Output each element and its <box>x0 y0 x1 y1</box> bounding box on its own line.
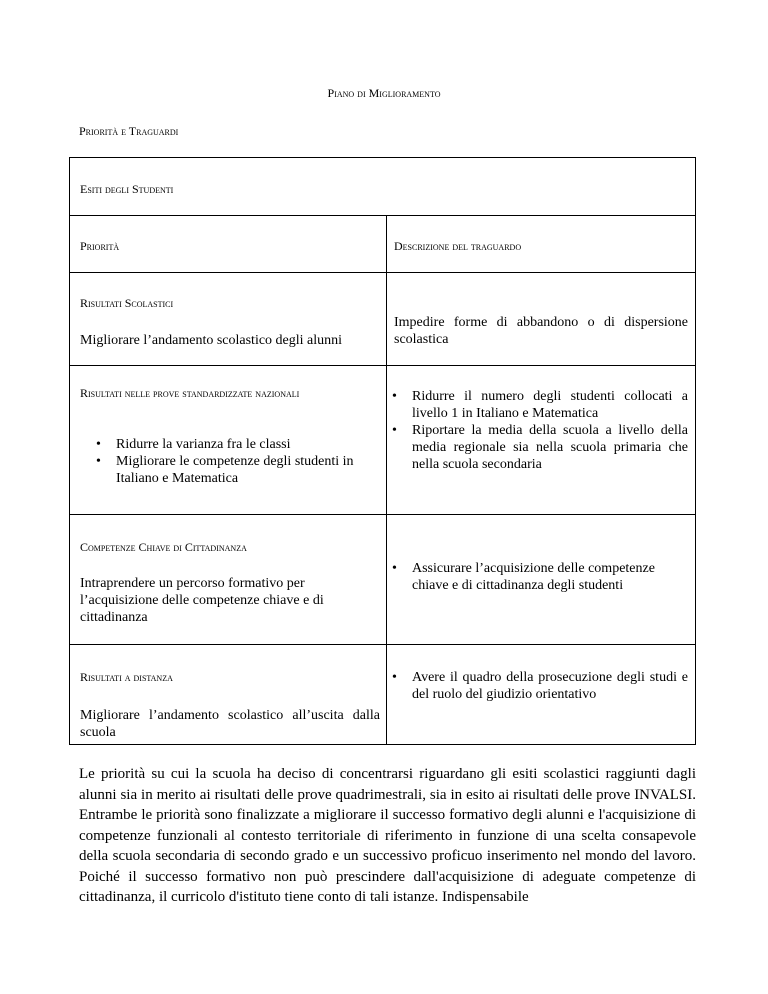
table-header: Esiti degli Studenti <box>80 182 174 196</box>
list-item: • Migliorare le competenze degli studenti in Italiano e Matematica <box>94 453 380 487</box>
table-divider <box>70 644 695 645</box>
table-divider <box>70 272 695 273</box>
list-item: • Ridurre la varianza fra le classi <box>94 436 380 453</box>
list-item: • Assicurare l’acquisizione delle competenze chiave e di cittadinanza degli studenti <box>390 560 688 594</box>
column-header-priority: Priorità <box>80 239 120 253</box>
row-description: Impedire forme di abbandono o di dispersione scolastica <box>394 315 688 347</box>
row-title: Risultati Scolastici <box>80 296 174 310</box>
row-title: Risultati a distanza <box>80 670 173 684</box>
table-divider <box>70 215 695 216</box>
description-list <box>390 669 688 703</box>
row-priority-text: Intraprendere un percorso formativo per l’acquisizione delle competenze chiave e di cittadinanza <box>80 576 324 625</box>
body-paragraph: Le priorità su cui la scuola ha deciso di concentrarsi riguardano gli esiti scolastici raggiunti dagli alunni sia in merito ai risultati delle prove quadrimestrali, sia in esito ai risultati delle prove INVALSI. Entrambe le priorità sono finalizzate a migliorare il successo formativo degli alunni e l'acquisizione di competenze funzionali al contesto territoriale di riferimento in funzione di una scelta consapevole della scuola secondaria di secondo grado e un successivo proficuo inserimento nel mondo del lavoro. Poiché il successo formativo non può prescindere dall'acquisizione di adeguate competenze di cittadinanza, il curricolo d'istituto tiene conto di tali istanze. Indispensabile <box>79 766 696 905</box>
table-column-divider <box>386 215 387 744</box>
table-divider <box>70 514 695 515</box>
row-priority-text: Migliorare l’andamento scolastico degli alunni <box>80 333 343 348</box>
row-title: Risultati nelle prove standardizzate nazionali <box>80 386 300 400</box>
list-item: • Avere il quadro della prosecuzione degli studi e del ruolo del giudizio orientativo <box>390 669 688 703</box>
list-item: • Ridurre il numero degli studenti collocati a livello 1 in Italiano e Matematica <box>390 388 688 422</box>
description-list <box>390 388 688 473</box>
description-list <box>390 560 688 594</box>
priority-list <box>94 436 380 487</box>
list-item: • Riportare la media della scuola a livello della media regionale sia nella scuola primaria che nella scuola secondaria <box>390 422 688 473</box>
row-title: Competenze Chiave di Cittadinanza <box>80 540 247 554</box>
table-divider <box>70 365 695 366</box>
document-title: Piano di Miglioramento <box>327 86 441 100</box>
outcomes-table <box>69 157 696 745</box>
section-title: Priorità e Traguardi <box>79 124 179 138</box>
row-priority-text: Migliorare l’andamento scolastico all’uscita dalla scuola <box>80 708 380 740</box>
column-header-description: Descrizione del traguardo <box>394 239 522 253</box>
